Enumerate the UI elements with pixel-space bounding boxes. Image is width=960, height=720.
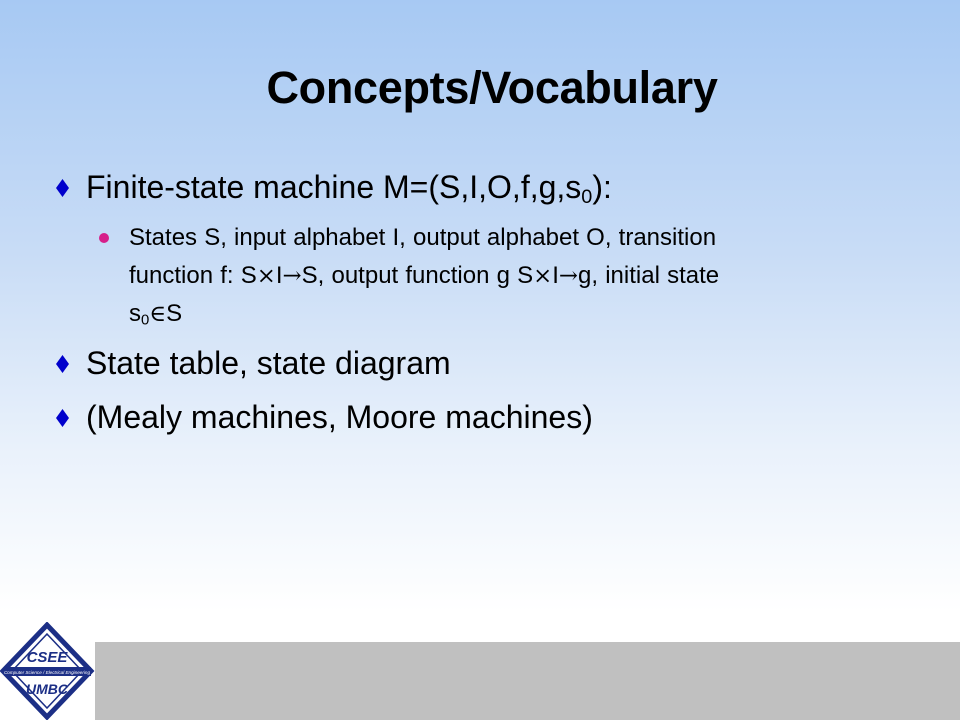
slide-title: Concepts/Vocabulary bbox=[266, 62, 718, 113]
times-symbol: × bbox=[256, 263, 276, 289]
bullet-state-table bbox=[56, 344, 451, 382]
diamond-icon bbox=[56, 179, 69, 197]
bullet-text-prefix: Finite-state machine M=(S,I,O,f,g,s bbox=[86, 169, 582, 205]
logo-text-middle: Computer Science / Electrical Engineering bbox=[3, 670, 91, 675]
logo-text-bottom: UMBC bbox=[26, 681, 68, 697]
text-fragment: S bbox=[166, 300, 183, 327]
bullet-text-suffix: ): bbox=[592, 169, 612, 205]
logo-text-top: CSEE bbox=[26, 649, 68, 666]
subscript: 0 bbox=[581, 185, 593, 208]
text-fragment: s bbox=[129, 300, 141, 327]
sub-line-1: States S, input alphabet I, output alphabet O, transition bbox=[129, 224, 717, 251]
sub-bullet-text bbox=[129, 219, 919, 333]
text-fragment: S, output function g S bbox=[301, 262, 534, 289]
text-fragment: g, initial state bbox=[578, 262, 720, 289]
diamond-icon bbox=[56, 355, 69, 373]
arrow-symbol: → bbox=[282, 263, 302, 289]
sub-line-2 bbox=[129, 257, 919, 295]
bullet-mealy-moore bbox=[56, 398, 593, 436]
diamond-icon bbox=[56, 409, 69, 427]
subscript: 0 bbox=[141, 312, 150, 329]
element-of-symbol: ∈ bbox=[149, 301, 167, 327]
bullet-text: State table, state diagram bbox=[86, 345, 451, 381]
footer-bar bbox=[95, 642, 960, 720]
dot-icon bbox=[99, 233, 109, 243]
sub-line-3 bbox=[129, 295, 919, 333]
bullet-text bbox=[86, 168, 612, 206]
csee-umbc-logo bbox=[0, 622, 95, 720]
text-fragment: I bbox=[275, 262, 283, 289]
times-symbol: × bbox=[533, 263, 553, 289]
arrow-symbol: → bbox=[558, 263, 579, 289]
bullet-finite-state-machine bbox=[56, 168, 612, 206]
text-fragment: function f: S bbox=[129, 262, 257, 289]
bullet-text: (Mealy machines, Moore machines) bbox=[86, 399, 593, 435]
text-fragment: I bbox=[552, 262, 559, 289]
